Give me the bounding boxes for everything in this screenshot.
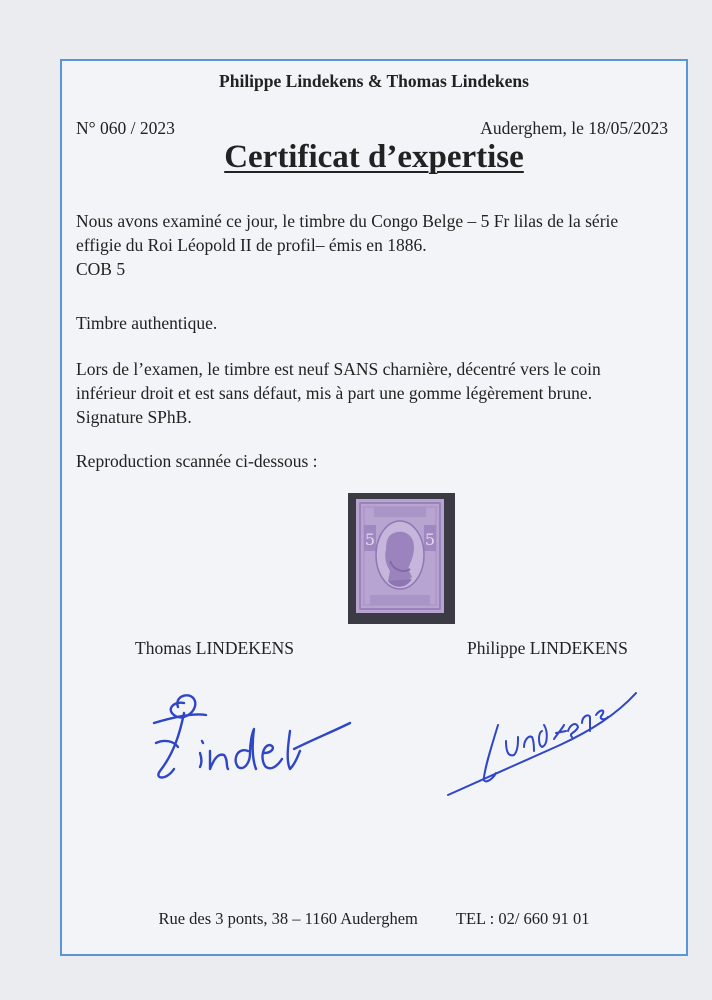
certificate-frame — [60, 59, 688, 956]
signature-thomas-lindekens — [144, 683, 354, 793]
stamp-denomination-left: 5 — [364, 530, 376, 549]
stamp-illustration — [356, 499, 444, 613]
verdict-text: Timbre authentique. — [76, 313, 218, 333]
intro-paragraph — [76, 209, 672, 281]
certificate-number: N° 060 / 2023 — [76, 118, 175, 138]
stamp-scan — [348, 493, 455, 624]
issuers-heading: Philippe Lindekens & Thomas Lindekens — [219, 71, 529, 91]
stamp-image — [356, 499, 444, 613]
footer-contact — [62, 909, 686, 929]
certificate-title: Certificat d’expertise — [224, 139, 524, 175]
intro-line-2: effigie du Roi Léopold II de profil– émis en 1886. — [76, 235, 427, 255]
examination-paragraph — [76, 357, 672, 429]
reproduction-label: Reproduction scannée ci-dessous : — [76, 451, 318, 471]
certificate-content — [62, 61, 686, 954]
catalog-reference: COB 5 — [76, 259, 126, 279]
exam-line-1: Lors de l’examen, le timbre est neuf SANS charnière, décentré vers le coin — [76, 359, 601, 379]
footer-phone: TEL : 02/ 660 91 01 — [455, 909, 590, 928]
exam-line-2: inférieur droit et est sans défaut, mis à part une gomme légèrement brune. — [76, 383, 593, 403]
signer-right-name: Philippe LINDEKENS — [467, 638, 628, 658]
footer-address: Rue des 3 ponts, 38 – 1160 Auderghem — [158, 909, 418, 928]
intro-line-1: Nous avons examiné ce jour, le timbre du Congo Belge – 5 Fr lilas de la série — [76, 211, 619, 231]
place-and-date: Auderghem, le 18/05/2023 — [480, 118, 668, 138]
signature-philippe-lindekens — [440, 685, 640, 805]
stamp-denomination-right: 5 — [424, 530, 436, 549]
exam-line-3: Signature SPhB. — [76, 407, 192, 427]
signer-left-name: Thomas LINDEKENS — [135, 638, 294, 658]
